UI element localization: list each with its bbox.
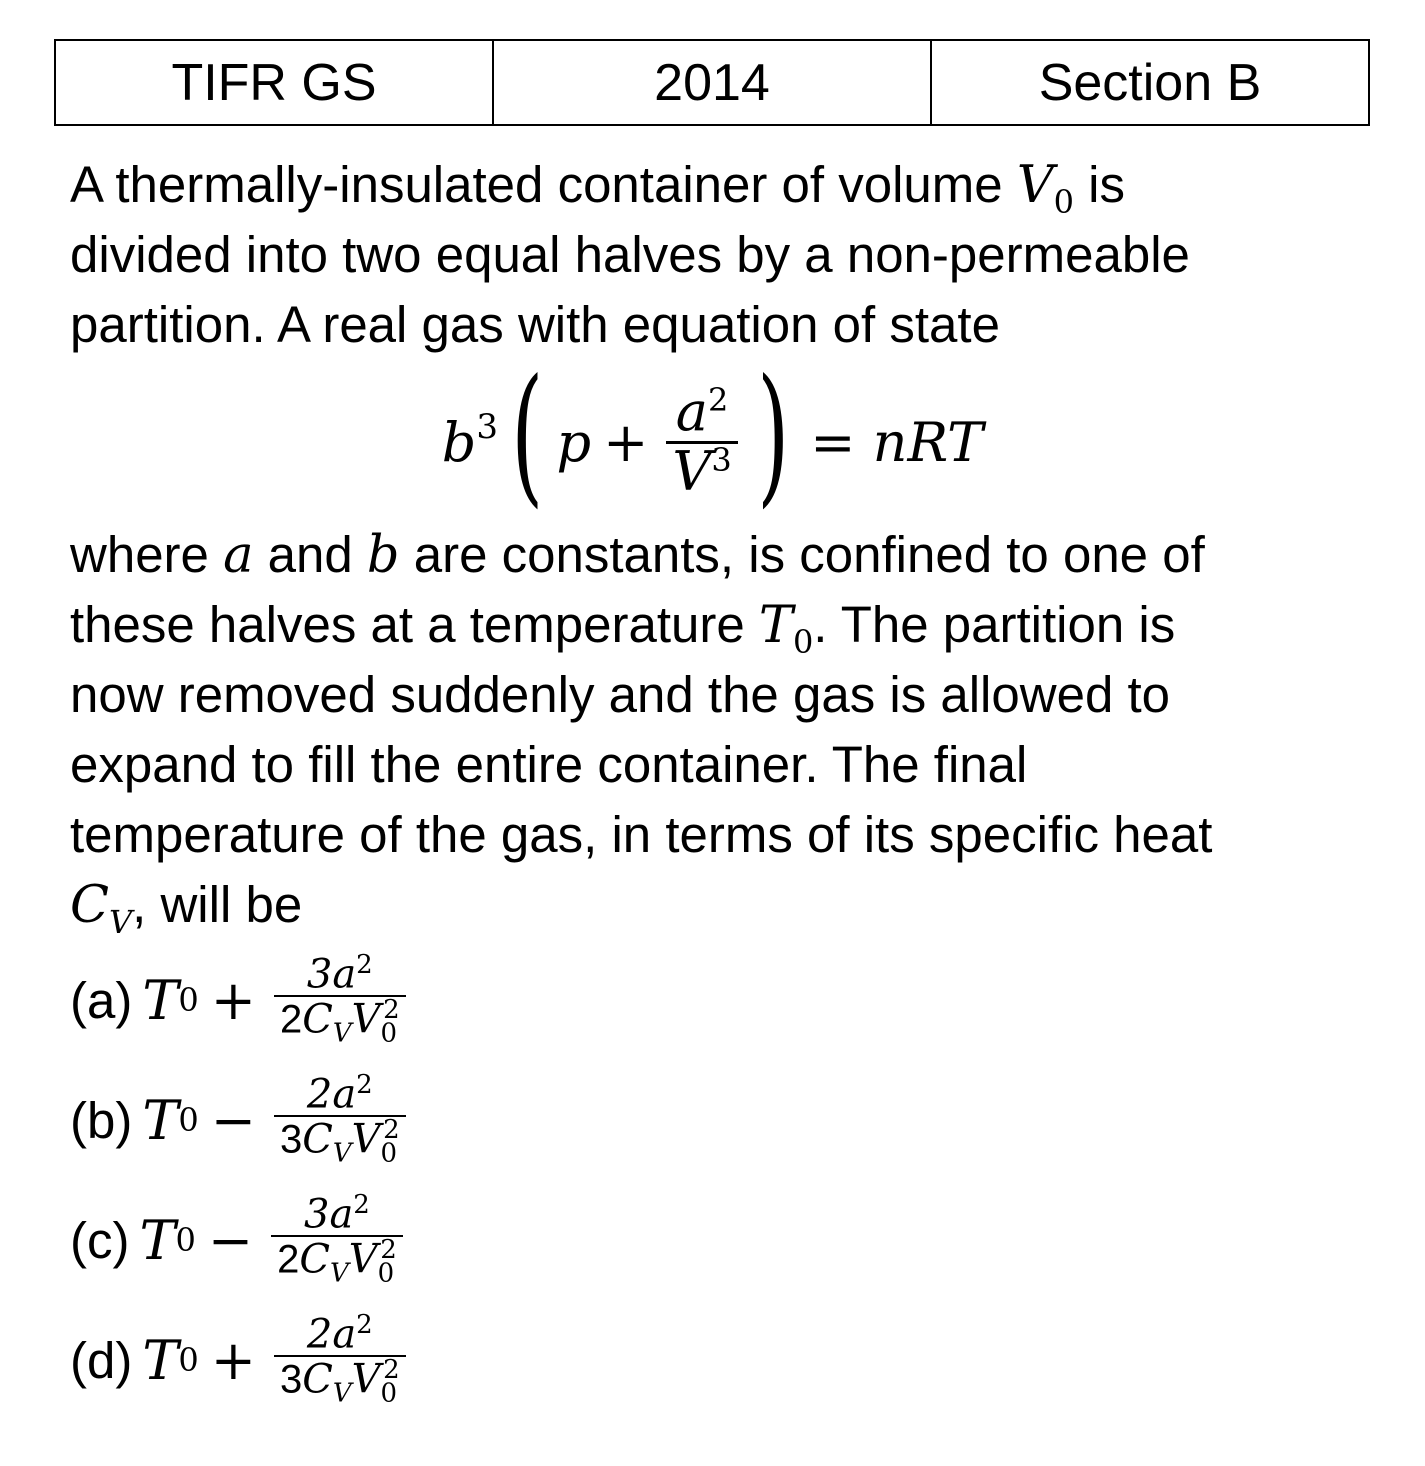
option-c[interactable]: (c) T 0 − $\frac{3a^2}{2C_VV_0^2}$	[70, 1180, 409, 1300]
question-line-6: now removed suddenly and the gas is allowed to	[70, 666, 1171, 723]
option-d[interactable]: (d) T 0 + $\frac{2a^2}{3C_VV_0^2}$	[70, 1300, 412, 1420]
equation-of-state: b $^3$ ( p + $\frac{a^2}{V^3}$ ) = nRT	[441, 348, 984, 522]
question-line-1: A thermally-insulated container of volume $V_0$ is	[70, 156, 1126, 222]
option-a-fraction: $\frac{3a^2}{2C_VV_0^2}$	[274, 952, 406, 1048]
option-a[interactable]: (a) T 0 + $\frac{3a^2}{2C_VV_0^2}$	[70, 940, 412, 1060]
question-line-8: temperature of the gas, in terms of its specific heat	[70, 806, 1213, 863]
option-d-fraction: $\frac{2a^2}{3C_VV_0^2}$	[274, 1312, 406, 1408]
option-b[interactable]: (b) T 0 − $\frac{2a^2}{3C_VV_0^2}$	[70, 1060, 412, 1180]
exam-name-cell: TIFR GS	[55, 40, 493, 125]
header-table	[54, 39, 1370, 126]
question-line-4: where a and b are constants, is confined to one of	[70, 526, 1205, 585]
option-b-fraction: $\frac{2a^2}{3C_VV_0^2}$	[274, 1072, 406, 1168]
question-line-5: these halves at a temperature $T_0$. The partition is	[70, 596, 1176, 662]
question-line-9: $C_V$, will be	[70, 876, 303, 942]
question-line-7: expand to fill the entire container. The final	[70, 736, 1028, 793]
option-c-fraction: $\frac{3a^2}{2C_VV_0^2}$	[271, 1192, 403, 1288]
exam-year-cell: 2014	[493, 40, 931, 125]
right-paren: )	[756, 348, 790, 522]
exam-section-cell: Section B	[931, 40, 1369, 125]
question-line-3: partition. A real gas with equation of state	[70, 296, 1000, 353]
question-line-2: divided into two equal halves by a non-permeable	[70, 226, 1190, 283]
equation-fraction: $\frac{a^2}{V^3}$	[666, 384, 737, 500]
left-paren: (	[511, 348, 544, 522]
